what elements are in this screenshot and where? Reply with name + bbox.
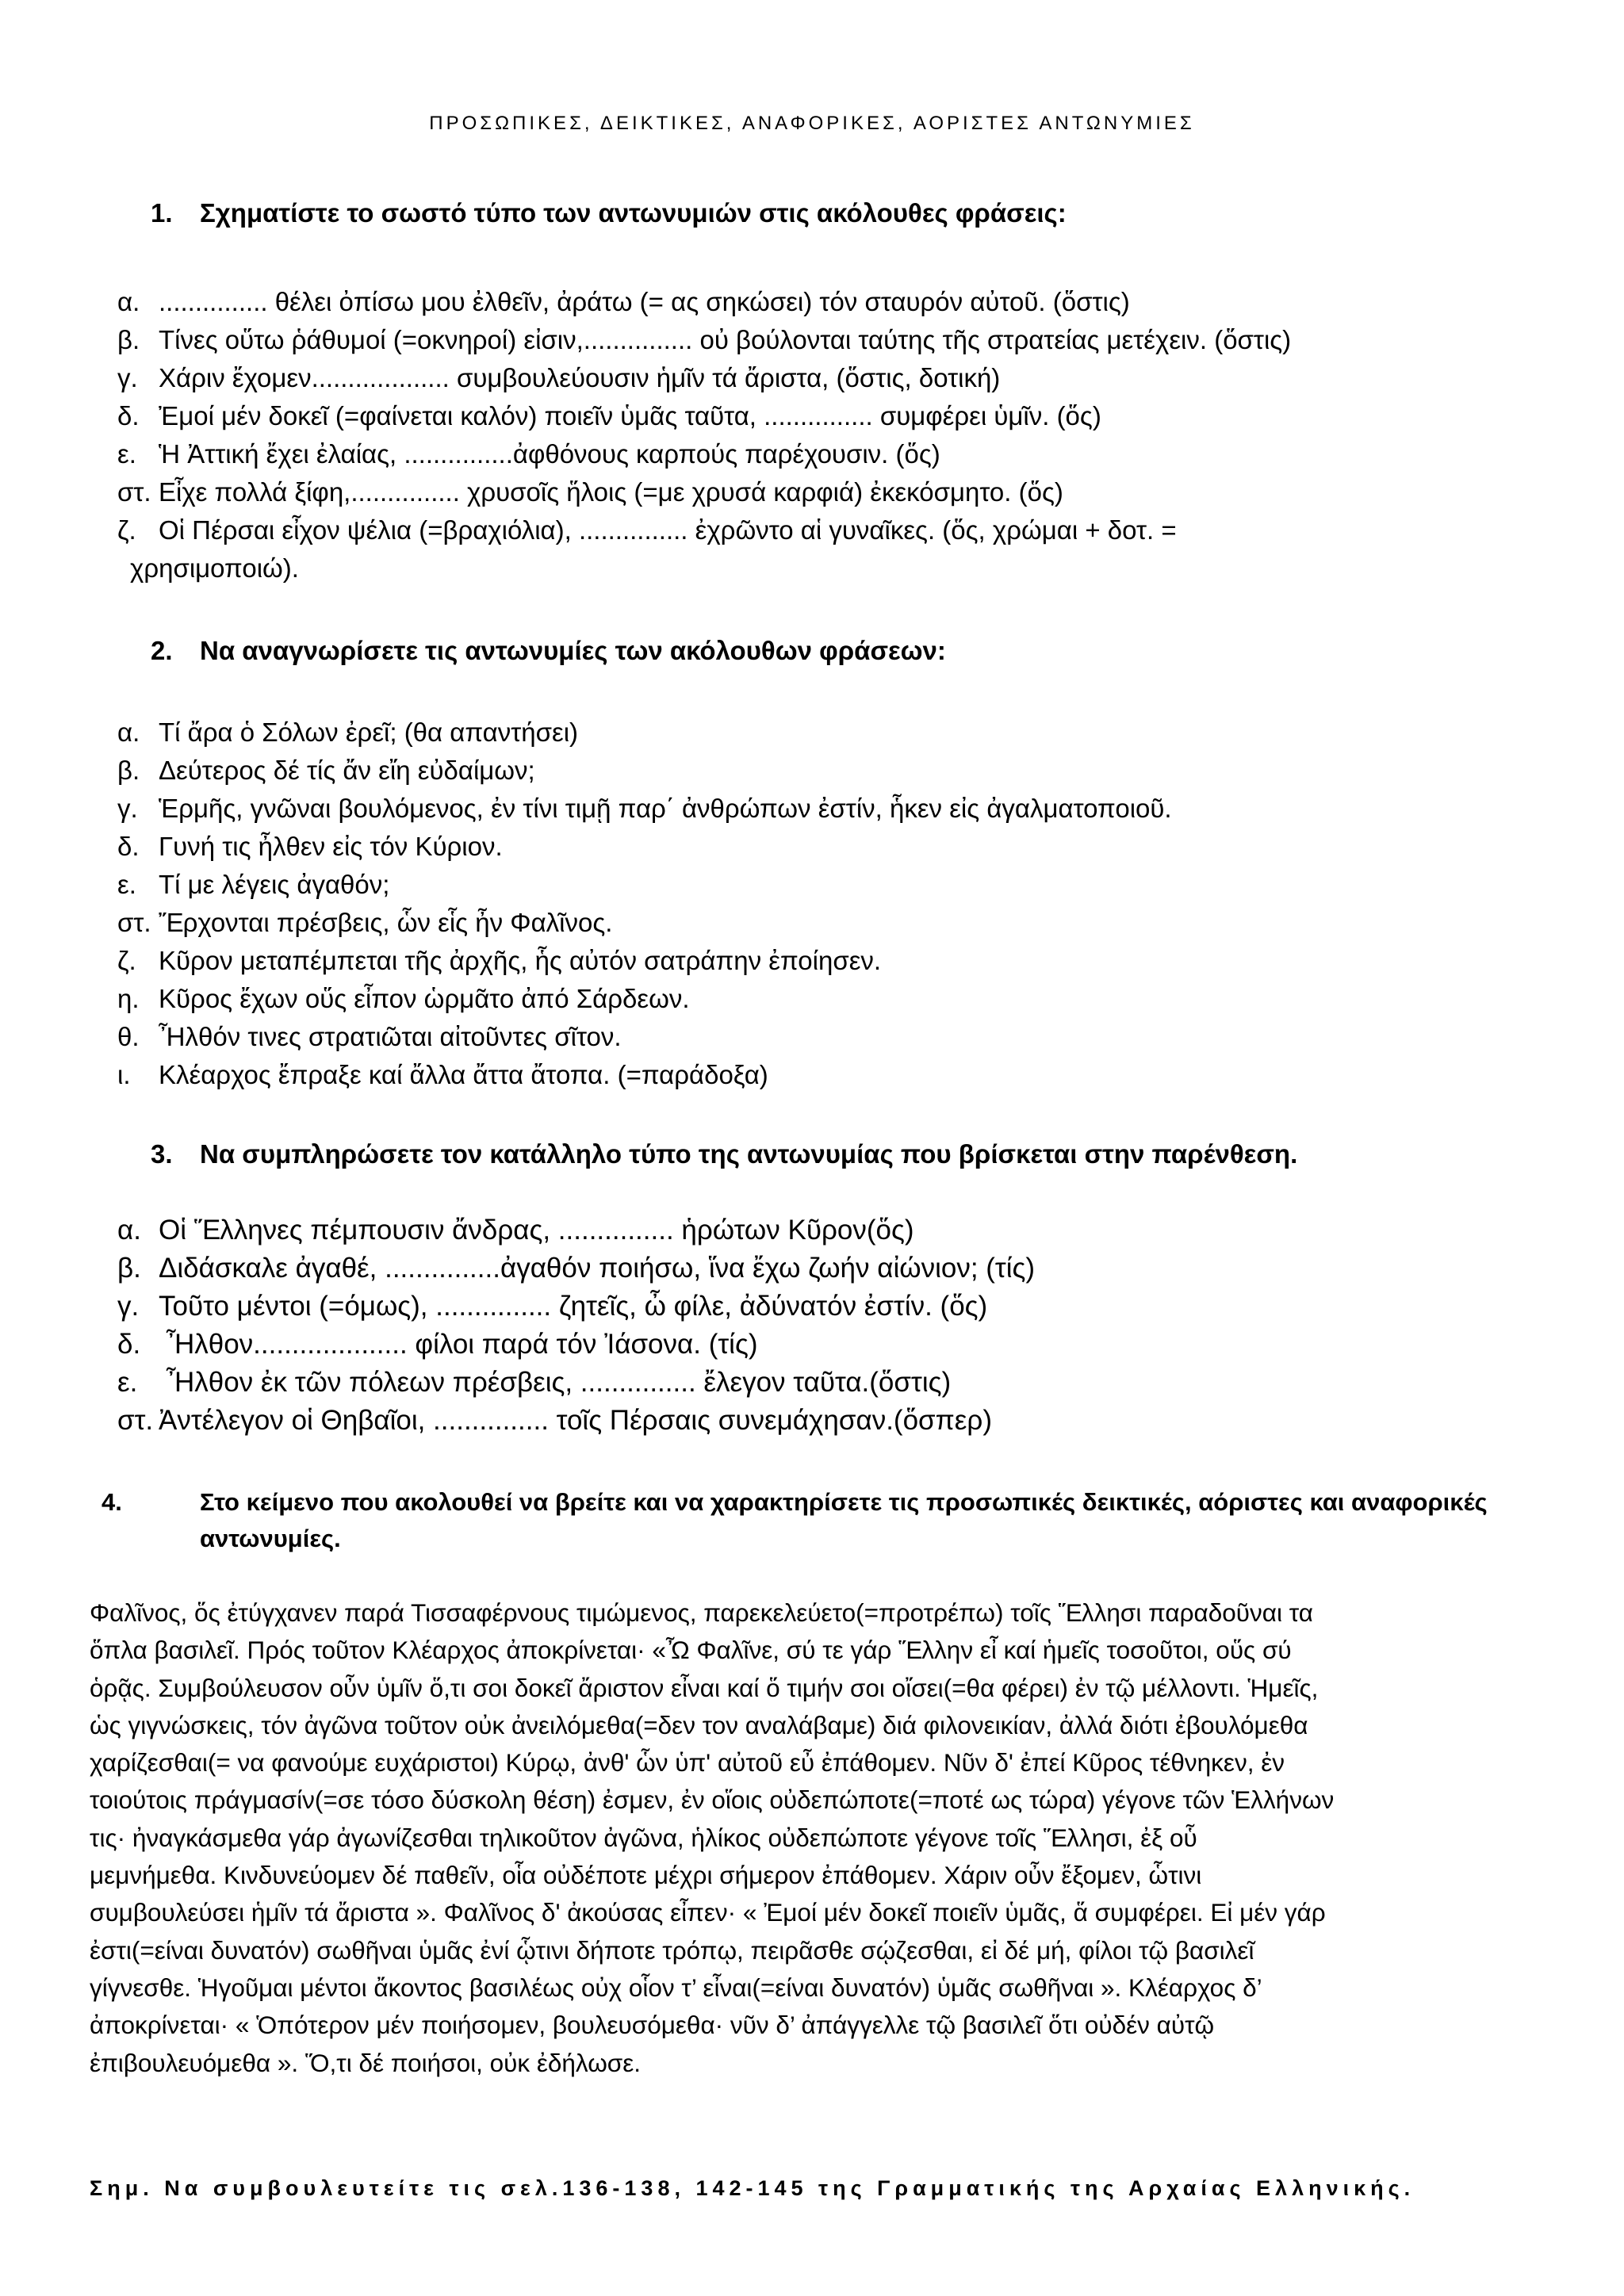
item-label: ε. xyxy=(117,439,136,469)
item-text: Ἦλθον.................... φίλοι παρά τόν Ἰάσονα. (τίς) xyxy=(159,1329,758,1360)
item-label: ε. xyxy=(117,1367,138,1398)
passage-line: χαρίζεσθαι(= να φανούμε ευχάριστοι) Κύρῳ, ἀνθ' ὧν ὑπ' αὐτοῦ εὖ ἐπάθομεν. Νῦν δ' ἐπεί Κῦρος τέθνηκεν, ἐν xyxy=(90,1748,1285,1777)
passage-line: ἀποκρίνεται· « Ὁπότερον μέν ποιήσομεν, βουλευσόμεθα· νῦν δ’ ἀπάγγελλε τῷ βασιλεῖ ὅτι οὐδέν αὐτῷ xyxy=(90,2011,1215,2040)
list-item xyxy=(117,828,1545,866)
item-label: στ. xyxy=(117,1405,154,1436)
item-text: Ἡ Ἀττική ἔχει ἐλαίας, ...............ἀφθόνους καρπούς παρέχουσιν. (ὅς) xyxy=(159,439,940,469)
passage-line: τοιούτοις πράγμασίν(=σε τόσο δύσκολη θέση) ἐσμεν, ἐν οἵοις οὐδεπώποτε(=ποτέ ως τώρα) γέγονε τῶν Ἑλλήνων xyxy=(90,1785,1335,1815)
item-label: β. xyxy=(117,325,140,354)
exercise-3-heading xyxy=(151,1135,1297,1173)
list-item xyxy=(117,866,1545,904)
item-text: Ἦλθον ἐκ τῶν πόλεων πρέσβεις, ............... ἔλεγον ταῦτα.(ὅστις) xyxy=(159,1367,952,1398)
passage-line: ὡς γιγνώσκεις, τόν ἀγῶνα τοῦτον οὐκ ἀνειλόμεθα(=δεν τον αναλάβαμε) διά φιλονεικίαν, ἀλλά διότι ἐβουλόμεθα xyxy=(90,1710,1308,1739)
passage-line: ὁρᾷς. Συμβούλευσον οὖν ὑμῖν ὅ,τι σοι δοκεῖ ἄριστον εἶναι καί ὅ τιμήν σοι οἴσει(=θα φέρει) ἐν τῷ μέλλοντι. Ἡμεῖς, xyxy=(90,1673,1319,1702)
exercise-instruction: Σχηματίστε το σωστό τύπο των αντωνυμιών στις ακόλουθες φράσεις: xyxy=(200,198,1067,228)
exercise-number: 4. xyxy=(102,1488,122,1516)
exercise-2-list xyxy=(117,714,1545,1094)
item-label: ζ. xyxy=(117,946,136,975)
list-item-continuation xyxy=(117,549,1545,587)
item-label: δ. xyxy=(117,401,140,430)
passage-line: μεμνήμεθα. Κινδυνεύομεν δέ παθεῖν, οἷα οὐδέποτε μέχρι σήμερον ἐπάθομεν. Χάριν οὖν ἔξομεν, ὧτινι xyxy=(90,1861,1202,1890)
item-label: ε. xyxy=(117,870,136,899)
list-item xyxy=(117,1056,1545,1094)
item-label: η. xyxy=(117,984,140,1013)
list-item xyxy=(117,511,1545,549)
item-label: θ. xyxy=(117,1022,140,1051)
exercise-1-heading xyxy=(151,194,1067,232)
item-text: Κῦρον μεταπέμπεται τῆς ἀρχῆς, ἧς αὐτόν σατράπην ἐποίησεν. xyxy=(159,946,882,975)
list-item xyxy=(117,1018,1545,1056)
item-text: Δεύτερος δέ τίς ἄν εἴη εὐδαίμων; xyxy=(159,756,535,785)
item-label: δ. xyxy=(117,1329,141,1360)
item-label: β. xyxy=(117,756,140,785)
passage-line: ἐπιβουλευόμεθα ». Ὅ,τι δέ ποιήσοι, οὐκ ἐδήλωσε. xyxy=(90,2048,642,2077)
exercise-2-heading xyxy=(151,632,946,669)
item-text: Ἐμοί μέν δοκεῖ (=φαίνεται καλόν) ποιεῖν ὑμᾶς ταῦτα, ............... συμφέρει ὑμῖν. (ὅς) xyxy=(159,401,1101,430)
list-item xyxy=(117,752,1545,790)
item-text: ............... θέλει ὀπίσω μου ἐλθεῖν, ἀράτω (= ας σηκώσει) τόν σταυρόν αὐτοῦ. (ὅστις) xyxy=(159,287,1130,316)
exercise-3-list xyxy=(117,1211,1545,1440)
item-text: Ἀντέλεγον οἱ Θηβαῖοι, ............... τοῖς Πέρσαις συνεμάχησαν.(ὅσπερ) xyxy=(159,1405,992,1436)
list-item xyxy=(117,1364,1545,1402)
list-item xyxy=(117,359,1545,397)
list-item xyxy=(117,473,1545,511)
exercise-number: 2. xyxy=(151,636,173,665)
passage-line: ἐστι(=είναι δυνατόν) σωθῆναι ὑμᾶς ἐνί ᾧτινι δήποτε τρόπῳ, πειρᾶσθε σῴζεσθαι, εἰ δέ μή, φίλοι τῷ βασιλεῖ xyxy=(90,1935,1254,1965)
item-text: Ἑρμῆς, γνῶναι βουλόμενος, ἐν τίνι τιμῇ παρ΄ ἀνθρώπων ἐστίν, ἧκεν εἰς ἀγαλματοποιοῦ. xyxy=(159,794,1172,823)
list-item xyxy=(117,1288,1545,1326)
item-label: στ. xyxy=(117,477,151,507)
passage-text xyxy=(90,1594,1509,2082)
list-item xyxy=(117,435,1545,473)
item-text: Χάριν ἔχομεν................... συμβουλεύουσιν ἡμῖν τά ἄριστα, (ὅστις, δοτική) xyxy=(159,363,1001,392)
list-item xyxy=(117,1249,1545,1288)
footnote: Σημ. Να συμβουλευτείτε τις σελ.136-138, 142-145 της Γραμματικής της Αρχαίας Ελληνικής. xyxy=(90,2176,1415,2200)
item-text: Κῦρος ἔχων οὕς εἶπον ὡρμᾶτο ἀπό Σάρδεων. xyxy=(159,984,690,1013)
list-item xyxy=(117,1402,1545,1440)
item-text: Τί με λέγεις ἀγαθόν; xyxy=(159,870,390,899)
item-text: Ἦλθόν τινες στρατιῶται αἰτοῦντες σῖτον. xyxy=(159,1022,622,1051)
item-text: Τοῦτο μέντοι (=όμως), ............... ζητεῖς, ὦ φίλε, ἀδύνατόν ἐστίν. (ὅς) xyxy=(159,1291,988,1322)
passage-line: Φαλῖνος, ὅς ἐτύγχανεν παρά Τισσαφέρνους τιμώμενος, παρεκελεύετο(=προτρέπω) τοῖς Ἕλλησι παραδοῦναι τα xyxy=(90,1598,1313,1627)
list-item xyxy=(117,1326,1545,1364)
exercise-number: 3. xyxy=(151,1139,173,1169)
item-text: Τί ἄρα ὁ Σόλων ἐρεῖ; (θα απαντήσει) xyxy=(159,718,579,747)
item-label: γ. xyxy=(117,363,138,392)
passage-line: συμβουλεύσει ἡμῖν τά ἄριστα ». Φαλῖνος δ' ἀκούσας εἶπεν· « Ἐμοί μέν δοκεῖ ποιεῖν ὑμᾶς, ἅ συμφέρει. Εἰ μέν γάρ xyxy=(90,1898,1326,1927)
list-item xyxy=(117,904,1545,942)
list-item xyxy=(117,714,1545,752)
item-label: γ. xyxy=(117,794,138,823)
list-item xyxy=(117,980,1545,1018)
item-label: δ. xyxy=(117,832,140,861)
item-text: χρησιμοποιώ). xyxy=(130,553,299,583)
exercise-instruction: Να συμπληρώσετε τον κατάλληλο τύπο της αντωνυμίας που βρίσκεται στην παρένθεση. xyxy=(200,1139,1298,1169)
item-text: Ἔρχονται πρέσβεις, ὧν εἷς ἦν Φαλῖνος. xyxy=(159,908,613,937)
list-item xyxy=(117,321,1545,359)
list-item xyxy=(117,790,1545,828)
passage-line: τις· ἠναγκάσμεθα γάρ ἀγωνίζεσθαι τηλικοῦτον ἀγῶνα, ἡλίκος οὐδεπώποτε γέγονε τοῖς Ἕλλησι, ἐξ οὗ xyxy=(90,1823,1197,1852)
item-label: ζ. xyxy=(117,515,136,545)
item-label: α. xyxy=(117,287,140,316)
item-label: β. xyxy=(117,1253,141,1284)
exercise-instruction: Στο κείμενο που ακολουθεί να βρείτε και να χαρακτηρίσετε τις προσωπικές δεικτικές, αόριστες και αναφορικές αντωνυμίες. xyxy=(200,1488,1488,1552)
exercise-1-list xyxy=(117,283,1545,587)
item-text: Εἶχε πολλά ξίφη,............... χρυσοῖς ἥλοις (=με χρυσά καρφιά) ἐκεκόσμητο. (ὅς) xyxy=(159,477,1063,507)
item-label: α. xyxy=(117,718,140,747)
exercise-instruction: Να αναγνωρίσετε τις αντωνυμίες των ακόλουθων φράσεων: xyxy=(200,636,946,665)
passage-line: γίγνεσθε. Ἡγοῦμαι μέντοι ἄκοντος βασιλέως οὐχ οἷον τ’ εἶναι(=είναι δυνατόν) ὑμᾶς σωθῆναι ». Κλέαρχος δ’ xyxy=(90,1973,1262,2002)
item-text: Τίνες οὕτω ῥάθυμοί (=οκνηροί) εἰσιν,............... οὐ βούλονται ταύτης τῆς στρατείας μετέχειν. (ὅστις) xyxy=(159,325,1292,354)
passage-line: ὅπλα βασιλεῖ. Πρός τοῦτον Κλέαρχος ἀποκρίνεται· «Ὦ Φαλῖνε, σύ τε γάρ Ἕλλην εἶ καί ἡμεῖς τοσοῦτοι, οὕς σύ xyxy=(90,1636,1292,1665)
list-item xyxy=(117,397,1545,435)
list-item xyxy=(117,283,1545,321)
list-item xyxy=(117,942,1545,980)
item-label: γ. xyxy=(117,1291,140,1322)
list-item xyxy=(117,1211,1545,1249)
item-text: Οἱ Ἕλληνες πέμπουσιν ἄνδρας, ............... ἡρώτων Κῦρον(ὅς) xyxy=(159,1215,914,1246)
item-text: Οἱ Πέρσαι εἶχον ψέλια (=βραχιόλια), ............... ἐχρῶντο αἱ γυναῖκες. (ὅς, χρώμαι + δοτ. = xyxy=(159,515,1177,545)
item-label: α. xyxy=(117,1215,141,1246)
exercise-number: 1. xyxy=(151,198,173,228)
item-text: Γυνή τις ἦλθεν εἰς τόν Κύριον. xyxy=(159,832,503,861)
item-label: στ. xyxy=(117,908,151,937)
document-title: ΠΡΟΣΩΠΙΚΕΣ, ΔΕΙΚΤΙΚΕΣ, ΑΝΑΦΟΡΙΚΕΣ, ΑΟΡΙΣΤΕΣ ΑΝΤΩΝΥΜΙΕΣ xyxy=(429,113,1195,134)
item-text: Κλέαρχος ἔπραξε καί ἄλλα ἄττα ἄτοπα. (=παράδοξα) xyxy=(159,1060,768,1089)
item-text: Διδάσκαλε ἀγαθέ, ...............ἀγαθόν ποιήσω, ἵνα ἔχω ζωήν αἰώνιον; (τίς) xyxy=(159,1253,1036,1284)
exercise-4-heading xyxy=(102,1484,1499,1557)
item-label: ι. xyxy=(117,1060,131,1089)
